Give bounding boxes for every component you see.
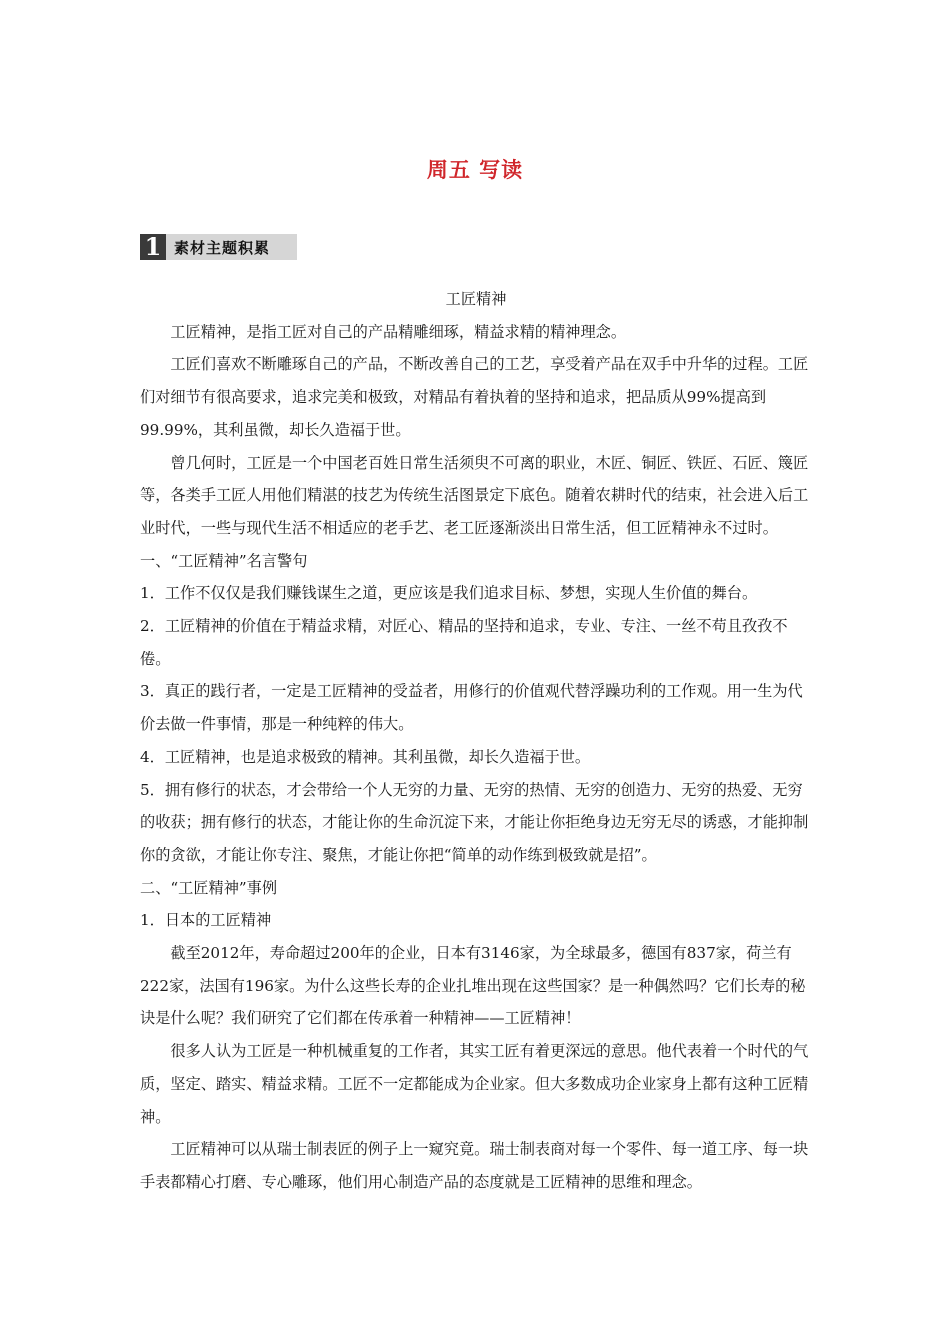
example-subheading: 1．日本的工匠精神 <box>140 911 272 930</box>
section-label: 素材主题积累 <box>174 238 271 257</box>
paragraph: 工匠们喜欢不断雕琢自己的产品，不断改善自己的工艺，享受着产品在双手中升华的过程。工匠们对细节有很高要求，追求完美和极致，对精品有着执着的坚持和追求，把品质从99%提高到99.99%，其利虽微，却长久造福于世。 <box>140 355 809 439</box>
article-heading: 工匠精神 <box>445 290 507 308</box>
section-header <box>140 234 297 260</box>
examples-heading: 二、“工匠精神”事例 <box>140 878 278 897</box>
section-number: 1 <box>140 234 166 260</box>
quotes-heading: 一、“工匠精神”名言警句 <box>140 551 308 570</box>
paragraph: 工匠精神可以从瑞士制表匠的例子上一窥究竟。瑞士制表商对每一个零件、每一道工序、每一块手表都精心打磨、专心雕琢，他们用心制造产品的态度就是工匠精神的思维和理念。 <box>140 1140 809 1191</box>
quote-item: 5．拥有修行的状态，才会带给一个人无穷的力量、无穷的热情、无穷的创造力、无穷的热爱、无穷的收获；拥有修行的状态，才能让你的生命沉淀下来，才能让你拒绝身边无穷无尽的诱惑，才能抑制你的贪欲，才能让你专注、聚焦，才能让你把“简单的动作练到极致就是招”。 <box>140 780 809 864</box>
quote-item: 2．工匠精神的价值在于精益求精，对匠心、精品的坚持和追求，专业、专注、一丝不苟且孜孜不倦。 <box>140 617 788 668</box>
article-body <box>140 283 812 1199</box>
quote-item: 3．真正的践行者，一定是工匠精神的受益者，用修行的价值观代替浮躁功利的工作观。用一生为代价去做一件事情，那是一种纯粹的伟大。 <box>140 682 803 734</box>
paragraph: 曾几何时，工匠是一个中国老百姓日常生活须臾不可离的职业，木匠、铜匠、铁匠、石匠、篾匠等，各类手工匠人用他们精湛的技艺为传统生活图景定下底色。随着农耕时代的结束，社会进入后工业时代，一些与现代生活不相适应的老手艺、老工匠逐渐淡出日常生活，但工匠精神永不过时。 <box>140 453 809 537</box>
paragraph: 截至2012年，寿命超过200年的企业，日本有3146家，为全球最多，德国有837家，荷兰有222家，法国有196家。为什么这些长寿的企业扎堆出现在这些国家？是一种偶然吗？它们长寿的秘诀是什么呢？我们研究了它们都在传承着一种精神——工匠精神！ <box>140 944 806 1028</box>
paragraph: 很多人认为工匠是一种机械重复的工作者，其实工匠有着更深远的意思。他代表着一个时代的气质，坚定、踏实、精益求精。工匠不一定都能成为企业家。但大多数成功企业家身上都有这种工匠精神。 <box>140 1042 809 1126</box>
quote-item: 4．工匠精神，也是追求极致的精神。其利虽微，却长久造福于世。 <box>140 747 591 766</box>
paragraph: 工匠精神，是指工匠对自己的产品精雕细琢，精益求精的精神理念。 <box>170 322 627 341</box>
quote-item: 1．工作不仅仅是我们赚钱谋生之道，更应该是我们追求目标、梦想，实现人生价值的舞台。 <box>140 584 758 603</box>
page-title: 周五 写读 <box>426 158 524 182</box>
